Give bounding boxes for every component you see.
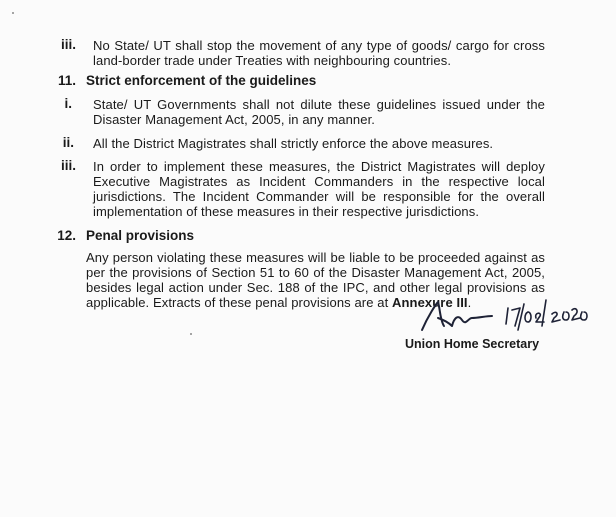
item-text	[93, 136, 545, 151]
scan-speck	[190, 333, 192, 335]
text-line: jurisdictions. The Incident Commander will be responsible for the overall	[93, 189, 545, 204]
item-number: iii.	[60, 158, 76, 173]
text-line: Executive Magistrates as Incident Commanders in the respective local	[93, 174, 545, 189]
annexure-reference: Annexure III	[392, 295, 468, 310]
item-number: i.	[64, 96, 72, 111]
text-line: In order to implement these measures, the District Magistrates will deploy	[93, 159, 545, 174]
text-line: All the District Magistrates shall strictly enforce the above measures.	[93, 136, 494, 151]
item-number: ii.	[62, 135, 74, 150]
item-text	[93, 97, 545, 127]
sentence-period: .	[467, 295, 472, 310]
text-line: land-border trade under Treaties with neighbouring countries.	[93, 53, 452, 68]
text-line: besides legal action under Sec. 188 of the IPC, and other legal provisions as	[86, 280, 545, 295]
text-line: Any person violating these measures will be liable to be proceeded against as	[86, 250, 545, 265]
text-line-part: applicable. Extracts of these penal provisions are at	[86, 295, 393, 310]
text-line: Disaster Management Act, 2005, in any manner.	[93, 112, 375, 127]
item-number: iii.	[60, 37, 76, 52]
section-heading: Strict enforcement of the guidelines	[86, 73, 317, 88]
text-line: No State/ UT shall stop the movement of any type of goods/ cargo for cross	[93, 38, 545, 53]
text-line: per the provisions of Section 51 to 60 of the Disaster Management Act, 2005,	[86, 265, 545, 280]
handwritten-signature	[418, 296, 598, 340]
section-number: 11.	[57, 73, 76, 88]
section-heading: Penal provisions	[86, 228, 195, 243]
signatory-title: Union Home Secretary	[405, 337, 540, 351]
item-text	[93, 38, 545, 68]
section-number: 12.	[57, 228, 76, 243]
text-line: State/ UT Governments shall not dilute these guidelines issued under the	[93, 97, 545, 112]
scan-speck	[12, 12, 14, 14]
item-text	[93, 159, 545, 219]
text-line: implementation of these measures in their respective jurisdictions.	[93, 204, 480, 219]
